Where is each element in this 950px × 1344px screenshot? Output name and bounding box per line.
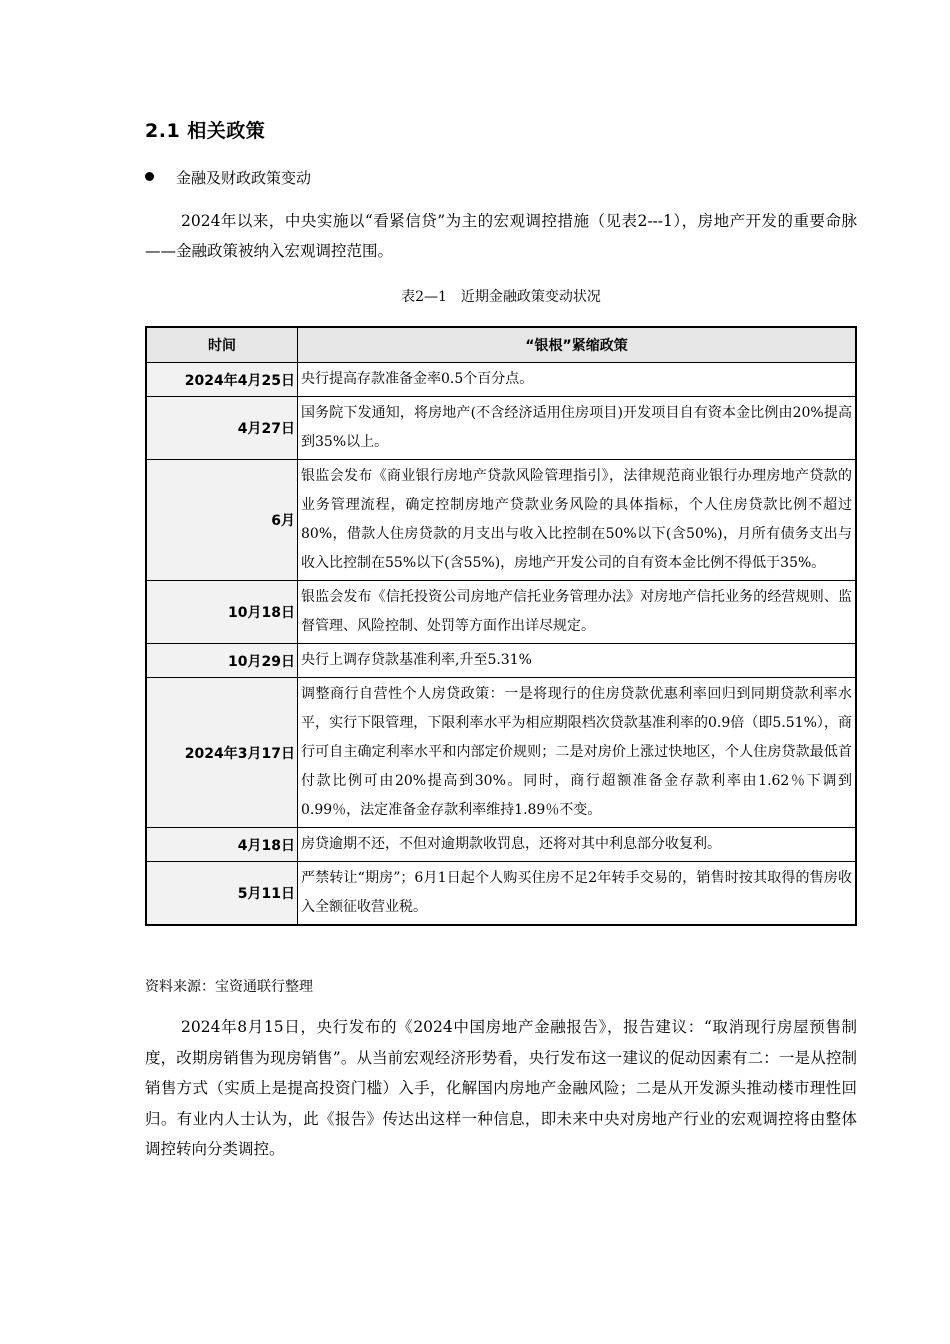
row-policy: 严禁转让“期房”；6月1日起个人购买住房不足2年转手交易的，销售时按其取得的售房收入全额征收营业税。 <box>298 862 857 926</box>
row-date: 6月 <box>146 460 298 581</box>
bullet-dot-icon <box>145 172 154 181</box>
row-policy: 国务院下发通知，将房地产(不含经济适用住房项目)开发项目自有资本金比例由20%提高到35%以上。 <box>298 397 857 460</box>
table-header-row <box>146 327 856 363</box>
row-date: 10月18日 <box>146 581 298 644</box>
row-policy: 调整商行自营性个人房贷政策：一是将现行的住房贷款优惠利率回归到同期贷款利率水平，实行下限管理，下限利率水平为相应期限档次贷款基准利率的0.9倍（即5.51%），商行可自主确定利率水平和内部定价规则；二是对房价上涨过快地区，个人住房贷款最低首付款比例可由20%提高到30%。同时，商行超额准备金存款利率由1.62％下调到0.99％，法定准备金存款利率维持1.89％不变。 <box>298 678 857 828</box>
row-policy: 房贷逾期不还，不但对逾期款收罚息，还将对其中利息部分收复利。 <box>298 828 857 862</box>
row-policy: 央行上调存贷款基准利率,升至5.31% <box>298 644 857 678</box>
table-row <box>146 678 856 828</box>
row-policy: 央行提高存款准备金率0.5个百分点。 <box>298 363 857 397</box>
table-row <box>146 644 856 678</box>
bullet-item <box>145 167 311 188</box>
table-row <box>146 460 856 581</box>
policy-table <box>145 326 857 926</box>
intro-paragraph: 2024年以来，中央实施以“看紧信贷”为主的宏观调控措施（见表2---1），房地产开发的重要命脉——金融政策被纳入宏观调控范围。 <box>145 212 857 260</box>
row-policy: 银监会发布《商业银行房地产贷款风险管理指引》，法律规范商业银行办理房地产贷款的业务管理流程，确定控制房地产贷款业务风险的具体指标，个人住房贷款比例不超过80%，借款人住房贷款的月支出与收入比控制在50%以下(含50%)，月所有债务支出与收入比控制在55%以下(含55%)，房地产开发公司的自有资本金比例不得低于35%。 <box>298 460 857 581</box>
table-row <box>146 862 856 926</box>
row-date: 2024年3月17日 <box>146 678 298 828</box>
table-row <box>146 363 856 397</box>
row-policy: 银监会发布《信托投资公司房地产信托业务管理办法》对房地产信托业务的经营规则、监督管理、风险控制、处罚等方面作出详尽规定。 <box>298 581 857 644</box>
header-date: 时间 <box>146 327 298 363</box>
row-date: 5月11日 <box>146 862 298 926</box>
table-caption: 表2—1 近期金融政策变动状况 <box>401 289 601 305</box>
table-row <box>146 397 856 460</box>
row-date: 4月18日 <box>146 828 298 862</box>
section-heading: 2.1 相关政策 <box>145 120 266 142</box>
table-source-note: 资料来源：宝资通联行整理 <box>145 979 313 995</box>
closing-paragraph: 2024年8月15日，央行发布的《2024中国房地产金融报告》，报告建议：“取消现行房屋预售制度，改期房销售为现房销售”。从当前宏观经济形势看，央行发布这一建议的促动因素有二：一是从控制销售方式（实质上是提高投资门槛）入手，化解国内房地产金融风险；二是从开发源头推动楼市理性回归。有业内人士认为，此《报告》传达出这样一种信息，即未来中央对房地产行业的宏观调控将由整体调控转向分类调控。 <box>145 1018 857 1158</box>
row-date: 4月27日 <box>146 397 298 460</box>
table-row <box>146 828 856 862</box>
row-date: 2024年4月25日 <box>146 363 298 397</box>
row-date: 10月29日 <box>146 644 298 678</box>
table-row <box>146 581 856 644</box>
bullet-label: 金融及财政政策变动 <box>176 169 312 187</box>
header-policy: “银根”紧缩政策 <box>298 327 857 363</box>
